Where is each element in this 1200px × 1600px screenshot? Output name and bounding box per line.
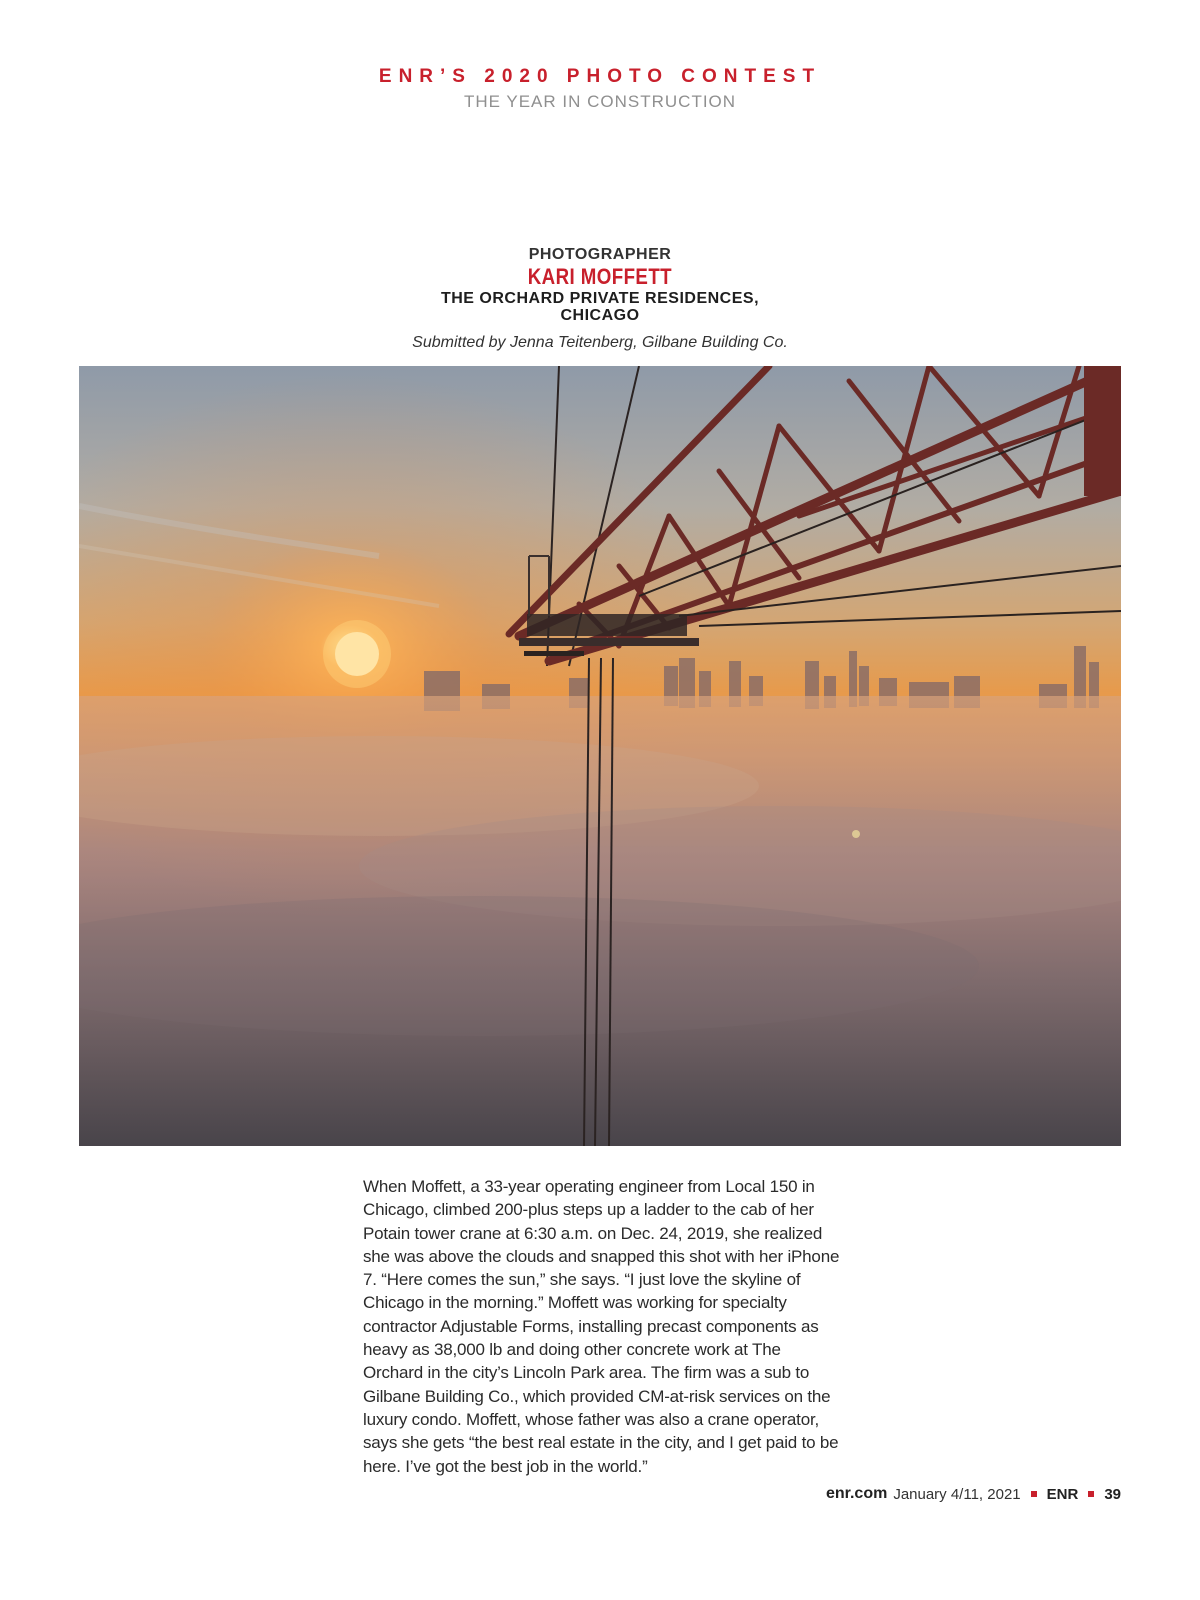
submitted-by: Submitted by Jenna Teitenberg, Gilbane Building Co. xyxy=(412,334,788,351)
section-subtitle: THE YEAR IN CONSTRUCTION xyxy=(463,92,737,111)
separator-square-icon xyxy=(1088,1491,1094,1497)
section-title: ENR’S 2020 PHOTO CONTEST xyxy=(378,66,822,87)
separator-square-icon xyxy=(1031,1491,1037,1497)
photographer-name: KARI MOFFETT xyxy=(527,264,673,289)
photo-credit xyxy=(0,246,1200,352)
photographer-label: PHOTOGRAPHER xyxy=(528,246,672,263)
footer-brand: ENR xyxy=(1046,1485,1079,1503)
page-footer xyxy=(826,1485,1121,1503)
project-name: THE ORCHARD PRIVATE RESIDENCES, CHICAGO xyxy=(440,290,760,324)
footer-site: enr.com xyxy=(825,1485,888,1502)
article-body: When Moffett, a 33-year operating engineer from Local 150 in Chicago, climbed 200-plus steps up a ladder to the cab of her Potain tower crane at 6:30 a.m. on Dec. 24, 2019, she realized she was above the clouds and snapped this shot with her iPhone 7. “Here comes the sun,” she says. “I just love the skyline of Chicago in the morning.” Moffett was working for specialty contractor Adjustable Forms, installing precast components as heavy as 38,000 lb and doing other concrete work at The Orchard in the city’s Lincoln Park area. The firm was a sub to Gilbane Building Co., which provided CM-at-risk services on the luxury condo. Moffett, whose father was also a crane operator, says she gets “the best real estate in the city, and I get paid to be here. I’ve got the best job in the world.” xyxy=(363,1177,840,1476)
footer-date: January 4/11, 2021 xyxy=(893,1485,1021,1503)
page-number: 39 xyxy=(1104,1485,1121,1503)
crane-photo xyxy=(79,366,1121,1146)
